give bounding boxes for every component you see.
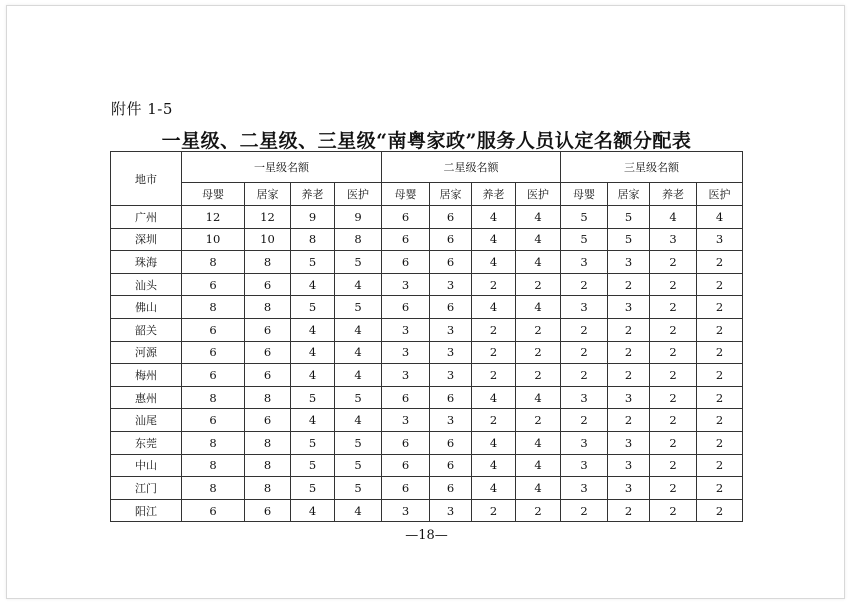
quota-cell: 5 — [335, 251, 382, 274]
city-cell: 阳江 — [111, 499, 182, 522]
quota-cell: 6 — [245, 364, 291, 387]
quota-cell: 6 — [430, 206, 472, 229]
quota-cell: 4 — [335, 499, 382, 522]
quota-cell: 6 — [245, 409, 291, 432]
sub-header: 医护 — [335, 183, 382, 206]
quota-cell: 4 — [335, 364, 382, 387]
quota-cell: 5 — [291, 431, 335, 454]
city-header: 地市 — [111, 152, 182, 206]
quota-cell: 6 — [430, 477, 472, 500]
quota-cell: 4 — [516, 251, 561, 274]
quota-cell: 2 — [650, 273, 697, 296]
quota-cell: 8 — [245, 477, 291, 500]
quota-cell: 5 — [608, 228, 650, 251]
quota-cell: 3 — [697, 228, 743, 251]
quota-cell: 8 — [182, 296, 245, 319]
quota-cell: 2 — [472, 341, 516, 364]
table-row — [111, 273, 743, 296]
quota-cell: 6 — [430, 386, 472, 409]
sub-header: 医护 — [516, 183, 561, 206]
quota-cell: 3 — [430, 318, 472, 341]
quota-cell: 2 — [608, 273, 650, 296]
quota-cell: 6 — [182, 409, 245, 432]
quota-cell: 2 — [608, 318, 650, 341]
table-row — [111, 364, 743, 387]
quota-cell: 2 — [697, 431, 743, 454]
quota-cell: 2 — [697, 409, 743, 432]
quota-cell: 3 — [382, 499, 430, 522]
quota-cell: 5 — [561, 206, 608, 229]
quota-cell: 8 — [245, 251, 291, 274]
quota-cell: 2 — [561, 409, 608, 432]
quota-cell: 2 — [697, 364, 743, 387]
quota-cell: 5 — [291, 386, 335, 409]
quota-cell: 6 — [245, 499, 291, 522]
quota-cell: 5 — [335, 477, 382, 500]
quota-cell: 6 — [382, 431, 430, 454]
quota-cell: 8 — [335, 228, 382, 251]
quota-cell: 2 — [650, 296, 697, 319]
quota-cell: 5 — [608, 206, 650, 229]
group-header: 二星级名额 — [382, 152, 561, 183]
city-cell: 东莞 — [111, 431, 182, 454]
quota-cell: 2 — [516, 318, 561, 341]
quota-cell: 2 — [472, 273, 516, 296]
quota-cell: 3 — [561, 251, 608, 274]
quota-cell: 4 — [472, 477, 516, 500]
quota-cell: 3 — [561, 431, 608, 454]
quota-cell: 2 — [650, 341, 697, 364]
city-cell: 广州 — [111, 206, 182, 229]
city-cell: 江门 — [111, 477, 182, 500]
table-row — [111, 206, 743, 229]
quota-cell: 2 — [516, 341, 561, 364]
table-row — [111, 409, 743, 432]
quota-cell: 6 — [382, 477, 430, 500]
sub-header: 居家 — [430, 183, 472, 206]
table-subheader-row — [111, 183, 743, 206]
city-cell: 汕头 — [111, 273, 182, 296]
quota-cell: 2 — [472, 409, 516, 432]
quota-cell: 2 — [650, 454, 697, 477]
quota-cell: 2 — [650, 499, 697, 522]
quota-cell: 6 — [245, 273, 291, 296]
quota-cell: 9 — [335, 206, 382, 229]
quota-cell: 4 — [516, 386, 561, 409]
quota-cell: 2 — [697, 251, 743, 274]
quota-cell: 10 — [245, 228, 291, 251]
sub-header: 居家 — [245, 183, 291, 206]
quota-cell: 2 — [697, 318, 743, 341]
quota-cell: 3 — [382, 273, 430, 296]
sub-header: 母婴 — [382, 183, 430, 206]
quota-cell: 4 — [472, 296, 516, 319]
quota-cell: 5 — [561, 228, 608, 251]
quota-cell: 4 — [291, 499, 335, 522]
quota-cell: 3 — [382, 318, 430, 341]
quota-cell: 2 — [650, 386, 697, 409]
table-row — [111, 499, 743, 522]
quota-cell: 2 — [697, 454, 743, 477]
quota-cell: 2 — [608, 364, 650, 387]
quota-table — [110, 151, 743, 522]
quota-cell: 3 — [561, 386, 608, 409]
quota-cell: 4 — [335, 318, 382, 341]
quota-cell: 2 — [697, 477, 743, 500]
quota-cell: 8 — [245, 431, 291, 454]
quota-cell: 6 — [382, 296, 430, 319]
quota-cell: 3 — [430, 409, 472, 432]
quota-cell: 4 — [516, 454, 561, 477]
quota-cell: 2 — [650, 251, 697, 274]
quota-cell: 9 — [291, 206, 335, 229]
table-row — [111, 477, 743, 500]
quota-cell: 6 — [182, 341, 245, 364]
quota-cell: 3 — [430, 364, 472, 387]
quota-cell: 4 — [472, 454, 516, 477]
quota-cell: 2 — [516, 409, 561, 432]
group-header: 一星级名额 — [182, 152, 382, 183]
quota-cell: 2 — [561, 318, 608, 341]
city-cell: 惠州 — [111, 386, 182, 409]
quota-cell: 10 — [182, 228, 245, 251]
table-row — [111, 228, 743, 251]
quota-cell: 2 — [472, 318, 516, 341]
quota-cell: 4 — [697, 206, 743, 229]
quota-cell: 2 — [650, 409, 697, 432]
quota-cell: 4 — [335, 409, 382, 432]
city-cell: 深圳 — [111, 228, 182, 251]
quota-cell: 5 — [291, 454, 335, 477]
quota-cell: 8 — [245, 296, 291, 319]
quota-cell: 4 — [291, 364, 335, 387]
quota-cell: 5 — [335, 431, 382, 454]
quota-cell: 2 — [608, 341, 650, 364]
sub-header: 母婴 — [182, 183, 245, 206]
quota-cell: 3 — [561, 477, 608, 500]
quota-cell: 2 — [650, 318, 697, 341]
quota-cell: 2 — [697, 296, 743, 319]
quota-cell: 6 — [382, 386, 430, 409]
quota-cell: 5 — [291, 251, 335, 274]
quota-cell: 6 — [382, 454, 430, 477]
attachment-label: 附件 1-5 — [111, 100, 173, 118]
quota-cell: 2 — [516, 499, 561, 522]
quota-cell: 8 — [182, 251, 245, 274]
quota-cell: 4 — [472, 251, 516, 274]
document-title: 一星级、二星级、三星级“南粤家政”服务人员认定名额分配表 — [161, 130, 692, 152]
quota-cell: 3 — [608, 477, 650, 500]
quota-cell: 3 — [608, 251, 650, 274]
quota-cell: 6 — [430, 454, 472, 477]
table-row — [111, 318, 743, 341]
quota-cell: 2 — [650, 431, 697, 454]
quota-cell: 4 — [472, 206, 516, 229]
table-row — [111, 431, 743, 454]
table-row — [111, 296, 743, 319]
quota-cell: 2 — [561, 499, 608, 522]
quota-cell: 8 — [245, 386, 291, 409]
quota-cell: 6 — [182, 364, 245, 387]
group-header: 三星级名额 — [561, 152, 743, 183]
quota-cell: 4 — [472, 228, 516, 251]
page-number: —18— — [405, 528, 448, 543]
table-row — [111, 454, 743, 477]
quota-cell: 4 — [516, 477, 561, 500]
quota-cell: 3 — [608, 431, 650, 454]
quota-cell: 2 — [516, 364, 561, 387]
quota-cell: 3 — [382, 364, 430, 387]
quota-cell: 6 — [245, 318, 291, 341]
quota-cell: 3 — [608, 454, 650, 477]
quota-cell: 6 — [382, 228, 430, 251]
city-cell: 梅州 — [111, 364, 182, 387]
quota-cell: 2 — [650, 364, 697, 387]
quota-cell: 6 — [430, 251, 472, 274]
quota-cell: 3 — [382, 409, 430, 432]
sub-header: 医护 — [697, 183, 743, 206]
table-row — [111, 386, 743, 409]
quota-cell: 3 — [382, 341, 430, 364]
quota-cell: 12 — [245, 206, 291, 229]
quota-cell: 5 — [335, 296, 382, 319]
quota-cell: 2 — [516, 273, 561, 296]
quota-cell: 3 — [430, 499, 472, 522]
quota-cell: 12 — [182, 206, 245, 229]
quota-cell: 3 — [561, 296, 608, 319]
quota-cell: 2 — [697, 386, 743, 409]
quota-cell: 6 — [382, 251, 430, 274]
quota-cell: 4 — [516, 296, 561, 319]
quota-cell: 6 — [245, 341, 291, 364]
quota-cell: 2 — [472, 499, 516, 522]
sub-header: 居家 — [608, 183, 650, 206]
table-row — [111, 341, 743, 364]
quota-cell: 2 — [608, 409, 650, 432]
quota-cell: 2 — [561, 341, 608, 364]
quota-cell: 8 — [182, 454, 245, 477]
quota-cell: 4 — [472, 431, 516, 454]
quota-cell: 2 — [608, 499, 650, 522]
quota-cell: 4 — [516, 206, 561, 229]
sub-header: 养老 — [650, 183, 697, 206]
quota-cell: 2 — [697, 341, 743, 364]
quota-cell: 4 — [650, 206, 697, 229]
quota-cell: 5 — [335, 454, 382, 477]
quota-cell: 5 — [335, 386, 382, 409]
quota-cell: 3 — [608, 296, 650, 319]
quota-cell: 3 — [561, 454, 608, 477]
quota-cell: 2 — [472, 364, 516, 387]
quota-cell: 4 — [335, 273, 382, 296]
quota-cell: 2 — [561, 273, 608, 296]
city-cell: 中山 — [111, 454, 182, 477]
quota-cell: 2 — [697, 273, 743, 296]
quota-cell: 4 — [291, 273, 335, 296]
city-cell: 汕尾 — [111, 409, 182, 432]
quota-cell: 5 — [291, 477, 335, 500]
quota-cell: 6 — [430, 296, 472, 319]
quota-cell: 8 — [182, 386, 245, 409]
quota-cell: 4 — [516, 431, 561, 454]
city-cell: 韶关 — [111, 318, 182, 341]
sub-header: 养老 — [291, 183, 335, 206]
quota-cell: 6 — [182, 318, 245, 341]
quota-cell: 2 — [697, 499, 743, 522]
city-cell: 佛山 — [111, 296, 182, 319]
quota-cell: 4 — [335, 341, 382, 364]
quota-cell: 8 — [291, 228, 335, 251]
quota-cell: 6 — [182, 499, 245, 522]
table-row — [111, 251, 743, 274]
quota-cell: 5 — [291, 296, 335, 319]
quota-cell: 6 — [430, 431, 472, 454]
quota-cell: 3 — [650, 228, 697, 251]
table-header-row — [111, 152, 743, 183]
quota-cell: 6 — [430, 228, 472, 251]
quota-cell: 6 — [382, 206, 430, 229]
quota-cell: 8 — [245, 454, 291, 477]
quota-cell: 8 — [182, 477, 245, 500]
quota-cell: 4 — [291, 318, 335, 341]
quota-cell: 3 — [430, 341, 472, 364]
quota-cell: 8 — [182, 431, 245, 454]
quota-cell: 4 — [472, 386, 516, 409]
city-cell: 河源 — [111, 341, 182, 364]
quota-cell: 2 — [650, 477, 697, 500]
quota-cell: 2 — [561, 364, 608, 387]
quota-cell: 6 — [182, 273, 245, 296]
document-page — [6, 5, 845, 599]
quota-cell: 4 — [291, 341, 335, 364]
quota-cell: 4 — [516, 228, 561, 251]
city-cell: 珠海 — [111, 251, 182, 274]
quota-cell: 3 — [608, 386, 650, 409]
sub-header: 养老 — [472, 183, 516, 206]
sub-header: 母婴 — [561, 183, 608, 206]
quota-cell: 4 — [291, 409, 335, 432]
quota-cell: 3 — [430, 273, 472, 296]
